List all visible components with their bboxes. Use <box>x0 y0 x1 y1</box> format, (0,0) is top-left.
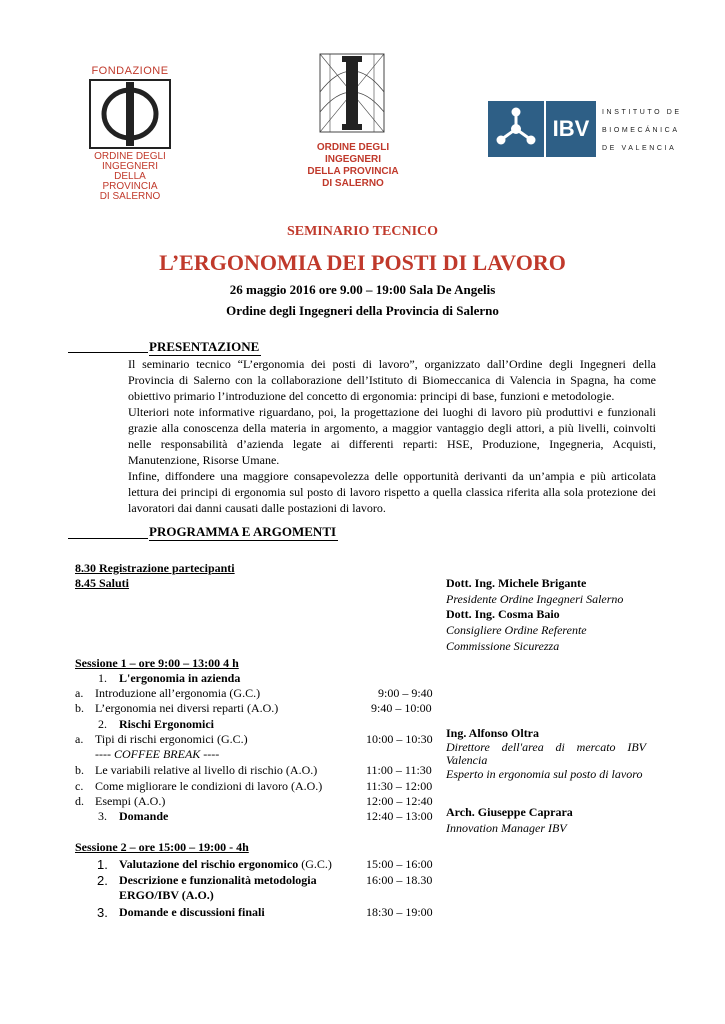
fondazione-logo-line-1: ORDINE DEGLI <box>94 151 166 162</box>
programma-heading: PROGRAMMA E ARGOMENTI <box>149 524 337 539</box>
ibv-logo <box>488 101 688 157</box>
s1-a-text: Introduzione all’ergonomia (G.C.) <box>95 686 261 700</box>
speaker-baio-role-1: Consigliere Ordine Referente <box>446 623 587 637</box>
ordine-logo-line-1: ORDINE DEGLI <box>316 142 390 153</box>
s1-topic-3-number: 3. <box>98 809 107 823</box>
registrazione: 8.30 Registrazione partecipanti <box>75 561 235 575</box>
fondazione-logo-line-4: DI SALERNO <box>99 191 161 202</box>
phi-icon <box>86 78 174 150</box>
seminar-label: SEMINARIO TECNICO <box>286 224 439 239</box>
fondazione-logo <box>86 65 174 202</box>
coffee-break: ---- COFFEE BREAK ---- <box>95 747 220 761</box>
speaker-oltra-role-2: Valencia <box>446 753 488 767</box>
s2-item-3-time: 18:30 – 19:00 <box>366 905 433 919</box>
s1-f-text: Esempi (A.O.) <box>95 794 166 808</box>
s1-e-time: 11:30 – 12:00 <box>366 779 433 793</box>
date-line: 26 maggio 2016 ore 9.00 – 19:00 Sala De Angelis <box>229 282 496 297</box>
s1-f-marker: d. <box>75 794 84 808</box>
ibv-mark-text: IBV <box>552 116 590 141</box>
speaker-caprara-role: Innovation Manager IBV <box>446 821 567 835</box>
speaker-oltra-role-3: Esperto in ergonomia sul posto di lavoro <box>446 767 643 781</box>
s1-c-marker: a. <box>75 732 84 746</box>
s1-topic-1: L'ergonomia in azienda <box>119 671 241 685</box>
speaker-baio-name: Dott. Ing. Cosma Baio <box>446 607 560 621</box>
ordine-logo-line-3: DELLA PROVINCIA <box>307 166 399 177</box>
presentazione-paragraph-1: Il seminario tecnico “L’ergonomia dei posti di lavoro”, organizzato dall’Ordine degli Ingegneri della Provincia di Salerno con la collaborazione dell’Istituto di Biomeccanica di Valencia in Spagna, ha come obiettivo primario l’introduzione del concetto di ergonomia: principi di base, funzioni e metodologie. <box>128 357 656 403</box>
page-title: L’ERGONOMIA DEI POSTI DI LAVORO <box>159 250 566 275</box>
s1-topic-2: Rischi Ergonomici <box>119 717 214 731</box>
s1-c-text: Tipi di rischi ergonomici (G.C.) <box>95 732 248 746</box>
ibv-name <box>602 104 682 158</box>
speaker-oltra-role-1: Direttore dell'area di mercato IBV <box>446 740 646 754</box>
speaker-brigante-role: Presidente Ordine Ingegneri Salerno <box>446 592 624 606</box>
ordine-logo-line-2: INGEGNERI <box>324 154 382 165</box>
s2-item-2-title: Descrizione e funzionalità metodologia <box>119 873 317 887</box>
s1-f-time: 12:00 – 12:40 <box>366 794 433 808</box>
ordine-logo <box>298 52 408 197</box>
s1-e-marker: c. <box>75 779 84 793</box>
s1-e-text: Come migliorare le condizioni di lavoro (A.O.) <box>95 779 323 793</box>
s2-item-3-number: 3. <box>97 905 108 920</box>
s1-c-time: 10:00 – 10:30 <box>366 732 433 746</box>
fondazione-logo-line-3: DELLA PROVINCIA <box>102 171 158 192</box>
s1-topic-1-number: 1. <box>98 671 107 685</box>
s2-item-2-title-line-2: ERGO/IBV (A.O.) <box>119 888 214 902</box>
fondazione-logo-line-2: INGEGNERI <box>101 161 159 172</box>
s1-d-time: 11:00 – 11:30 <box>366 763 432 777</box>
s2-item-3-title: Domande e discussioni finali <box>119 905 265 919</box>
ordine-logo-line-4: DI SALERNO <box>322 178 384 189</box>
s2-item-2-time: 16:00 – 18.30 <box>366 873 433 887</box>
presentazione-paragraph-2: Ulteriori note informative riguardano, poi, la progettazione dei luoghi di lavoro più produttivi e funzionali grazie alla conoscenza della materia in argomento, a maggior vantaggio degli attori, a più livelli, coinvolti nelle responsabilità d’azienda legate ai differenti reparti: HSE, Produzione, Ingegneria, Acquisti, Manutenzione, Risorse Umane. <box>128 405 656 467</box>
sessione-2-heading: Sessione 2 – ore 15:00 – 19:00 - 4h <box>75 840 249 854</box>
s1-a-time: 9:00 – 9:40 <box>378 686 433 700</box>
s1-topic-2-number: 2. <box>98 717 107 731</box>
venue-line: Ordine degli Ingegneri della Provincia di Salerno <box>226 303 499 318</box>
ibv-name-line-2: BIOMECÁNICA <box>602 127 680 134</box>
saluti: 8.45 Saluti <box>75 576 130 590</box>
speaker-caprara-name: Arch. Giuseppe Caprara <box>446 805 573 819</box>
presentazione-rule <box>68 352 148 353</box>
s1-b-time: 9:40 – 10:00 <box>371 701 432 715</box>
s1-d-marker: b. <box>75 763 84 777</box>
s2-item-1-time: 15:00 – 16:00 <box>366 857 433 871</box>
s2-item-1 <box>119 857 332 872</box>
presentazione-body <box>128 356 656 516</box>
s2-item-1-title: Valutazione del rischio ergonomico <box>119 857 299 871</box>
speaker-oltra-name: Ing. Alfonso Oltra <box>446 726 540 740</box>
ibv-name-line-1: INSTITUTO DE <box>602 109 682 116</box>
sessione-1-heading: Sessione 1 – ore 9:00 – 13:00 4 h <box>75 656 239 670</box>
s1-topic-3: Domande <box>119 809 169 823</box>
s1-b-text: L’ergonomia nei diversi reparti (A.O.) <box>95 701 279 715</box>
presentazione-paragraph-3: Infine, diffondere una maggiore consapevolezza delle opportunità derivanti da un’ampia e più articolata lettura dei principi di ergonomia sul posto di lavoro rispetto a quella classica riferita alla sola protezione dei lavoratori dai danni causati dalle postazioni di lavoro. <box>128 469 656 515</box>
s1-topic-3-time: 12:40 – 13:00 <box>366 809 433 823</box>
speaker-baio-role-2: Commissione Sicurezza <box>446 639 560 653</box>
programma-rule <box>68 538 148 539</box>
s2-item-1-speaker: (G.C.) <box>298 857 332 871</box>
fondazione-logo-title: FONDAZIONE <box>91 65 169 77</box>
ibv-molecule-icon <box>488 101 544 157</box>
ibv-mark <box>544 101 596 157</box>
speaker-brigante-name: Dott. Ing. Michele Brigante <box>446 576 587 590</box>
s1-a-marker: a. <box>75 686 84 700</box>
s1-b-marker: b. <box>75 701 84 715</box>
s2-item-2-number: 2. <box>97 873 108 888</box>
s2-item-1-number: 1. <box>97 857 108 872</box>
s1-d-text: Le variabili relative al livello di rischio (A.O.) <box>95 763 318 777</box>
presentazione-heading: PRESENTAZIONE <box>149 339 260 354</box>
column-emblem-icon <box>298 52 408 134</box>
ibv-name-line-3: DE VALENCIA <box>602 145 677 152</box>
